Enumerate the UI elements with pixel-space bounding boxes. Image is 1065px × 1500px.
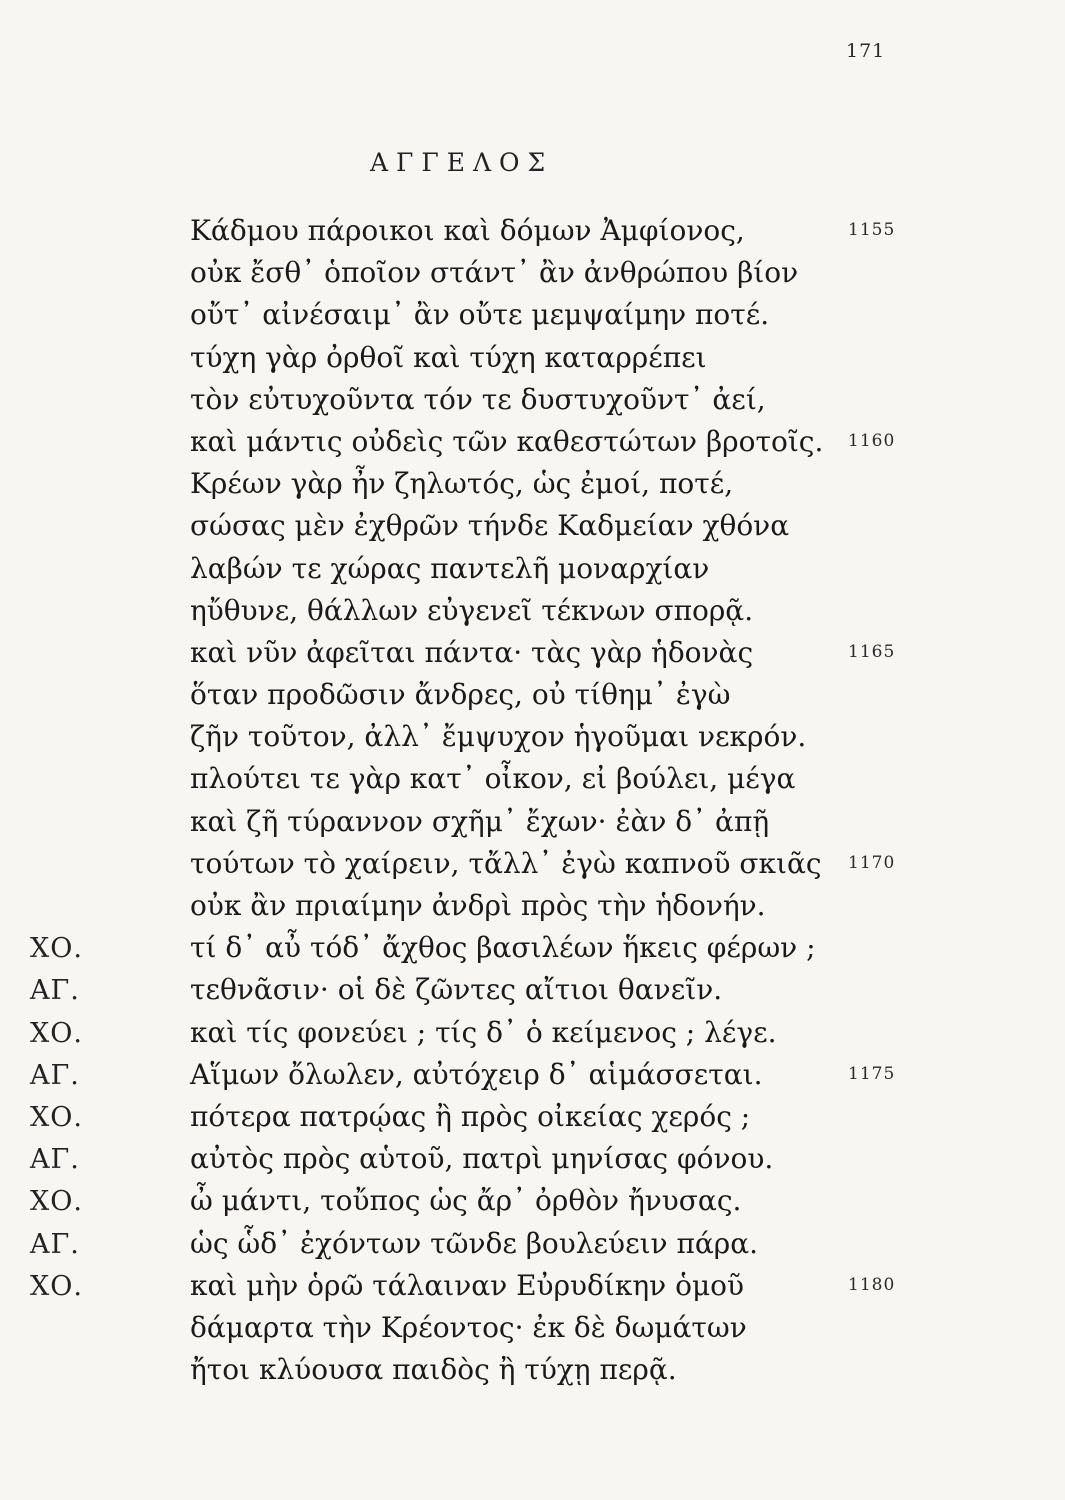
verse-line — [0, 1223, 1065, 1265]
verse-line — [0, 548, 1065, 590]
verse-text: ἤτοι κλύουσα παιδὸς ἢ τύχῃ περᾷ. — [190, 1353, 677, 1387]
verse-line — [0, 969, 1065, 1011]
verse-line — [0, 927, 1065, 969]
verse-line — [0, 1265, 1065, 1307]
verse-line — [0, 337, 1065, 379]
verse-line — [0, 421, 1065, 463]
verse-line — [0, 801, 1065, 843]
speaker-label: ΑΓ. — [30, 1144, 80, 1176]
verse-text: καὶ μάντις οὐδεὶς τῶν καθεστώτων βροτοῖς. — [190, 424, 824, 458]
verse-text: καὶ ζῆ τύραννον σχῆμ᾽ ἔχων· ἐὰν δ᾽ ἀπῇ — [190, 804, 770, 838]
line-number: 1180 — [848, 1274, 896, 1295]
verse-text: ὡς ὧδ᾽ ἐχόντων τῶνδε βουλεύειν πάρα. — [190, 1226, 759, 1260]
verse-text: αὐτὸς πρὸς αὑτοῦ, πατρὶ μηνίσας φόνου. — [190, 1142, 774, 1176]
verse-line — [0, 758, 1065, 800]
verse-text: τί δ᾽ αὖ τόδ᾽ ἄχθος βασιλέων ἥκεις φέρων ; — [190, 931, 816, 965]
verse-line — [0, 1096, 1065, 1138]
page-number: 171 — [846, 40, 886, 62]
verse-block — [0, 210, 1065, 1391]
verse-text: τὸν εὐτυχοῦντα τόν τε δυστυχοῦντ᾽ ἀεί, — [190, 382, 766, 416]
verse-text: ὦ μάντι, τοὔπος ὡς ἄρ᾽ ὀρθὸν ἤνυσας. — [190, 1184, 742, 1218]
verse-line — [0, 885, 1065, 927]
line-number: 1155 — [848, 220, 896, 240]
verse-line — [0, 1012, 1065, 1054]
speaker-label: ΑΓ. — [30, 975, 80, 1007]
speaker-label: ΧΟ. — [30, 1270, 83, 1302]
verse-line — [0, 1349, 1065, 1391]
line-number: 1170 — [848, 852, 896, 873]
verse-text: οὔτ᾽ αἰνέσαιμ᾽ ἂν οὔτε μεμψαίμην ποτέ. — [190, 298, 770, 332]
verse-text: σώσας μὲν ἐχθρῶν τήνδε Καδμείαν χθόνα — [190, 509, 790, 543]
verse-text: πλούτει τε γὰρ κατ᾽ οἶκον, εἰ βούλει, μέγα — [190, 762, 796, 796]
verse-text: οὐκ ἂν πριαίμην ἀνδρὶ πρὸς τὴν ἡδονήν. — [190, 889, 766, 922]
verse-line — [0, 379, 1065, 421]
speaker-label: ΧΟ. — [30, 1017, 83, 1049]
verse-text: καὶ μὴν ὁρῶ τάλαιναν Εὐρυδίκην ὁμοῦ — [190, 1268, 745, 1302]
verse-text: τεθνᾶσιν· οἱ δὲ ζῶντες αἴτιοι θανεῖν. — [190, 973, 723, 1007]
verse-line — [0, 1180, 1065, 1222]
verse-text: ζῆν τοῦτον, ἀλλ᾽ ἔμψυχον ἡγοῦμαι νεκρόν. — [190, 720, 807, 754]
speaker-heading: ΑΓΓΕΛΟΣ — [370, 148, 554, 177]
verse-line — [0, 463, 1065, 505]
verse-text: Αἵμων ὄλωλεν, αὐτόχειρ δ᾽ αἱμάσσεται. — [190, 1057, 763, 1091]
verse-text: τούτων τὸ χαίρειν, τἄλλ᾽ ἐγὼ καπνοῦ σκιᾶς — [190, 846, 822, 880]
speaker-label: ΧΟ. — [30, 1186, 83, 1218]
verse-line — [0, 674, 1065, 716]
line-number: 1175 — [848, 1063, 896, 1084]
verse-text: δάμαρτα τὴν Κρέοντος· ἐκ δὲ δωμάτων — [190, 1310, 747, 1344]
speaker-label: ΧΟ. — [30, 933, 83, 965]
line-number: 1160 — [848, 430, 896, 451]
verse-text: Κάδμου πάροικοι καὶ δόμων Ἀμφίονος, — [190, 214, 745, 247]
verse-line — [0, 1138, 1065, 1180]
verse-line — [0, 716, 1065, 758]
verse-text: καὶ νῦν ἀφεῖται πάντα· τὰς γὰρ ἡδονὰς — [190, 635, 754, 669]
verse-line — [0, 1054, 1065, 1096]
verse-text: πότερα πατρῴας ἢ πρὸς οἰκείας χερός ; — [190, 1099, 751, 1133]
verse-text: καὶ τίς φονεύει ; τίς δ᾽ ὁ κείμενος ; λέγε. — [190, 1015, 777, 1049]
verse-text: τύχη γὰρ ὀρθοῖ καὶ τύχη καταρρέπει — [190, 340, 707, 374]
verse-line — [0, 590, 1065, 632]
line-number: 1165 — [848, 641, 896, 662]
verse-line — [0, 632, 1065, 674]
verse-line — [0, 294, 1065, 336]
verse-text: ὅταν προδῶσιν ἄνδρες, οὐ τίθημ᾽ ἐγὼ — [190, 678, 731, 712]
verse-text: οὐκ ἔσθ᾽ ὁποῖον στάντ᾽ ἂν ἀνθρώπου βίον — [190, 256, 799, 290]
verse-line — [0, 1307, 1065, 1349]
verse-text: ηὔθυνε, θάλλων εὐγενεῖ τέκνων σπορᾷ. — [190, 593, 754, 627]
verse-line — [0, 210, 1065, 252]
verse-text: Κρέων γὰρ ἦν ζηλωτός, ὡς ἐμοί, ποτέ, — [190, 467, 734, 501]
speaker-label: ΑΓ. — [30, 1228, 80, 1260]
verse-text: λαβών τε χώρας παντελῆ μοναρχίαν — [190, 551, 710, 585]
speaker-label: ΑΓ. — [30, 1059, 80, 1091]
verse-line — [0, 252, 1065, 294]
speaker-label: ΧΟ. — [30, 1101, 83, 1133]
verse-line — [0, 505, 1065, 547]
verse-line — [0, 843, 1065, 885]
